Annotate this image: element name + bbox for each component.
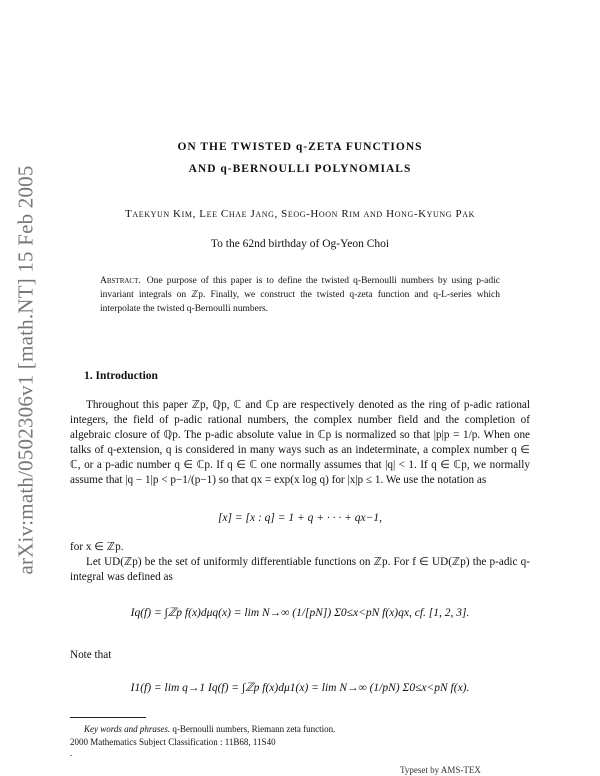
intro-paragraph-1: Throughout this paper ℤp, ℚp, ℂ and ℂp are respectively denoted as the ring of p-adic rational integers, the field of p-adic rational numbers, the complex number field and the completion of algebraic closure of ℚp. The p-adic absolute value in ℂp is normalized so that |p|p = 1/p. When one talks of q-extension, q is considered in many ways such as an indeterminate, a complex number q ∈ ℂ, or a p-adic number q ∈ ℂp. If q ∈ ℂ one normally assumes that |q| < 1. If q ∈ ℂp, we normally assume that |q − 1|p < p−1/(p−1) so that qx = exp(x log q) for |x|p ≤ 1. We use the notation as	[70, 399, 530, 486]
arxiv-sidebar	[6, 150, 46, 590]
section-heading-introduction: 1. Introduction	[84, 370, 158, 382]
footnote-msc: 2000 Mathematics Subject Classification : 11B68, 11S40	[70, 737, 276, 747]
intro-paragraph-2: Let UD(ℤp) be the set of uniformly differentiable functions on ℤp. For f ∈ UD(ℤp) the p-adic q-integral was defined as	[70, 556, 530, 583]
equation-notation: [x] = [x : q] = 1 + q + · · · + qx−1,	[217, 512, 383, 524]
footnote-dot: .	[70, 748, 73, 758]
abstract-text: One purpose of this paper is to define the twisted q-Bernoulli numbers by using p-adic invariant integrals on ℤp. Finally, we construct the twisted q-zeta function and q-L-series which interpolate the twisted q-Bernoulli numbers.	[100, 276, 500, 314]
title-line-1: ON THE TWISTED q-ZETA FUNCTIONS	[177, 141, 423, 153]
title-line-2: AND q-BERNOULLI POLYNOMIALS	[188, 163, 412, 175]
arxiv-identifier: arXiv:math/0502306v1 [math.NT] 15 Feb 2005	[13, 165, 38, 575]
for-line: for x ∈ ℤp.	[70, 541, 124, 553]
equation-invariant-integral: I1(f) = lim q→1 Iq(f) = ∫ℤp f(x)dμ1(x) = lim N→∞ (1/pN) Σ0≤x<pN f(x).	[130, 682, 470, 694]
equation-q-integral: Iq(f) = ∫ℤp f(x)dμq(x) = lim N→∞ (1/[pN]) Σ0≤x<pN f(x)qx, cf. [1, 2, 3].	[130, 607, 470, 619]
abstract-label: Abstract.	[100, 276, 141, 286]
abstract	[100, 274, 500, 316]
keywords-text: q-Bernoulli numbers, Riemann zeta function.	[172, 724, 336, 734]
authors: Taekyun Kim, Lee Chae Jang, Seog-Hoon Rim and Hong-Kyung Pak	[125, 208, 475, 220]
footnote-keywords	[70, 723, 530, 735]
footnote-rule	[70, 717, 146, 718]
note-that: Note that	[70, 649, 112, 661]
typeset-note: Typeset by AMS-TEX	[400, 765, 481, 775]
dedication: To the 62nd birthday of Og-Yeon Choi	[210, 238, 390, 250]
paper-title	[70, 136, 530, 180]
keywords-label: Key words and phrases.	[84, 724, 171, 734]
